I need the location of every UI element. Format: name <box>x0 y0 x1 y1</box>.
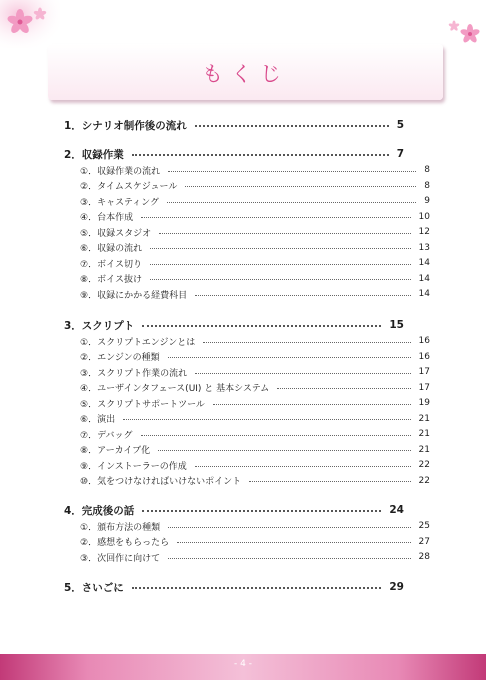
toc-item-label: ⑧．ボイス抜け <box>80 275 142 285</box>
toc-item[interactable] <box>80 412 430 426</box>
toc-item[interactable] <box>80 550 430 564</box>
toc-item[interactable] <box>80 427 430 441</box>
toc-item-label: ⑥．収録の流れ <box>80 244 143 254</box>
toc-item-page: 21 <box>418 413 430 424</box>
toc-item-page: 16 <box>418 351 430 362</box>
toc-section-page: 7 <box>396 148 404 160</box>
toc-item[interactable] <box>80 474 430 488</box>
toc-item-label: ③．キャスティング <box>80 197 159 208</box>
toc-item-page: 28 <box>418 552 430 562</box>
toc-item[interactable] <box>80 396 430 410</box>
toc-item-label: ②．エンジンの種類 <box>80 353 160 363</box>
toc-item-label: ④．ユーザインタフェース(UI) と 基本システム <box>80 384 270 394</box>
toc-item-page: 9 <box>424 196 430 206</box>
dot-leader <box>177 542 410 543</box>
toc-item-label: ⑨．収録にかかる経費科目 <box>80 290 188 301</box>
toc-item-page: 13 <box>418 242 430 253</box>
toc-section-page: 15 <box>389 319 404 331</box>
toc-section[interactable] <box>64 503 404 517</box>
toc-item[interactable] <box>80 381 430 395</box>
toc-item[interactable] <box>80 241 430 255</box>
toc-item[interactable] <box>80 350 430 364</box>
dot-leader <box>132 587 382 589</box>
dot-leader <box>142 510 381 512</box>
toc-item-label: ②．タイムスケジュール <box>80 182 178 192</box>
dot-leader <box>150 264 411 265</box>
dot-leader <box>159 233 410 234</box>
dot-leader <box>167 202 416 203</box>
toc-section-page: 5 <box>396 119 404 131</box>
toc-item-page: 14 <box>418 258 430 268</box>
dot-leader <box>158 450 410 451</box>
dot-leader <box>168 558 410 559</box>
toc-item-label: ①．頒布方法の種類 <box>80 522 161 533</box>
toc-section[interactable] <box>64 580 404 594</box>
toc-item-page: 22 <box>418 475 430 486</box>
dot-leader <box>277 388 410 389</box>
footer-bar <box>0 654 486 680</box>
dot-leader <box>168 171 416 172</box>
page-number: - 4 - <box>234 659 252 669</box>
toc-section-label: 1．シナリオ制作後の流れ <box>64 119 187 132</box>
page-title: もくじ <box>202 62 289 86</box>
dot-leader <box>141 217 410 218</box>
toc-item-label: ⑨．インストーラーの作成 <box>80 461 187 472</box>
toc-item-label: ①．収録作業の流れ <box>80 166 161 177</box>
toc-item-label: ⑦．デバッグ <box>80 430 133 441</box>
toc-item-page: 8 <box>424 180 430 191</box>
dot-leader <box>195 125 389 127</box>
dot-leader <box>249 481 410 482</box>
dot-leader <box>132 154 389 156</box>
toc-item-label: ⑩．気をつけなければいけないポイント <box>80 477 242 487</box>
toc-item[interactable] <box>80 443 430 457</box>
toc-item-page: 17 <box>418 367 430 377</box>
toc-item[interactable] <box>80 365 430 379</box>
toc-item[interactable] <box>80 179 430 193</box>
toc-item-page: 8 <box>424 165 430 175</box>
dot-leader <box>195 373 410 374</box>
dot-leader <box>141 435 411 436</box>
dot-leader <box>185 186 416 187</box>
toc-section-page: 29 <box>389 581 404 593</box>
toc-item[interactable] <box>80 163 430 177</box>
toc-item-page: 25 <box>418 521 430 531</box>
toc-item-label: ④．台本作成 <box>80 213 134 223</box>
dot-leader <box>150 248 410 249</box>
toc-section-label: 5．さいごに <box>64 581 124 594</box>
toc-item-label: ⑤．収録スタジオ <box>80 228 152 239</box>
dot-leader <box>213 404 411 405</box>
toc-item-page: 10 <box>418 211 430 222</box>
toc-item-page: 27 <box>418 536 430 547</box>
toc-item[interactable] <box>80 458 430 472</box>
toc-item[interactable] <box>80 225 430 239</box>
toc-section[interactable] <box>64 118 404 132</box>
toc-item-label: ①．スクリプトエンジンとは <box>80 337 196 348</box>
toc-item[interactable] <box>80 287 430 301</box>
toc-item-page: 21 <box>418 444 430 455</box>
toc-section-label: 3．スクリプト <box>64 319 135 332</box>
toc-section-page: 24 <box>389 504 404 516</box>
toc-item-page: 21 <box>418 429 430 439</box>
dot-leader <box>195 295 410 296</box>
toc-section[interactable] <box>64 147 404 161</box>
toc-item-label: ②．感想をもらったら <box>80 538 170 548</box>
toc-item[interactable] <box>80 519 430 533</box>
dot-leader <box>123 419 410 420</box>
toc-item-label: ③．スクリプト作業の流れ <box>80 368 188 379</box>
toc-item-page: 19 <box>418 398 430 408</box>
toc-item[interactable] <box>80 256 430 270</box>
toc-item[interactable] <box>80 272 430 286</box>
dot-leader <box>203 342 410 343</box>
toc-section-label: 4．完成後の話 <box>64 504 135 517</box>
dot-leader <box>195 466 411 467</box>
toc-item-page: 12 <box>418 227 430 237</box>
toc-item[interactable] <box>80 210 430 224</box>
dot-leader <box>168 527 410 528</box>
toc-section[interactable] <box>64 318 404 332</box>
toc-item-page: 17 <box>418 382 430 393</box>
toc-item[interactable] <box>80 535 430 549</box>
dot-leader <box>150 279 411 280</box>
toc-section-label: 2．収録作業 <box>64 148 124 161</box>
toc-item-label: ⑧．アーカイブ化 <box>80 446 151 456</box>
toc-item-page: 14 <box>418 273 430 284</box>
dot-leader <box>168 357 411 358</box>
toc-item-label: ⑥．演出 <box>80 415 116 425</box>
dot-leader <box>142 325 381 327</box>
toc-item-label: ⑦．ボイス切り <box>80 259 142 270</box>
toc-item[interactable] <box>80 194 430 208</box>
toc-item[interactable] <box>80 334 430 348</box>
toc-item-page: 22 <box>418 460 430 470</box>
toc-item-label: ③．次回作に向けて <box>80 553 161 564</box>
toc-item-page: 14 <box>418 289 430 299</box>
toc-item-page: 16 <box>418 336 430 346</box>
toc-item-label: ⑤．スクリプトサポートツール <box>80 399 205 410</box>
